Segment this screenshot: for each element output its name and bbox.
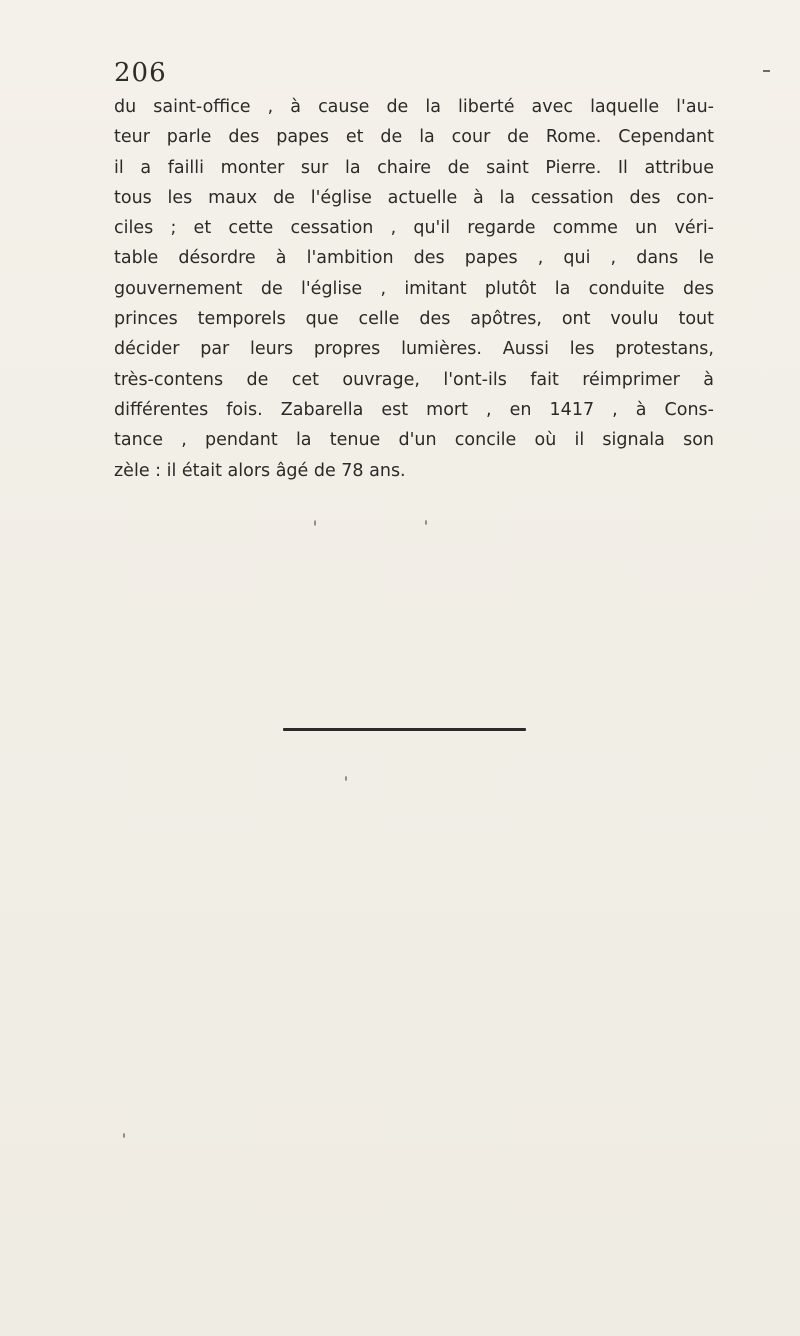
paper-speck xyxy=(425,520,427,525)
page-number: 206 xyxy=(114,58,167,88)
text-line: il a failli monter sur la chaire de saint Pierre. Il attribue xyxy=(114,157,714,178)
body-text xyxy=(114,92,714,486)
paper-speck xyxy=(345,776,347,781)
text-line: du saint-office , à cause de la liberté avec laquelle l'au- xyxy=(114,97,714,117)
text-line: table désordre à l'ambition des papes , qui , dans le xyxy=(114,248,714,269)
print-mark xyxy=(763,70,770,72)
paper-speck xyxy=(123,1133,125,1138)
text-line: zèle : il était alors âgé de 78 ans. xyxy=(114,460,406,481)
end-rule xyxy=(283,728,526,731)
text-line: décider par leurs propres lumières. Aussi les protestans, xyxy=(114,339,714,360)
text-line: teur parle des papes et de la cour de Rome. Cependant xyxy=(114,127,714,148)
text-line: gouvernement de l'église , imitant plutôt la conduite des xyxy=(114,278,714,299)
text-line: tance , pendant la tenue d'un concile où il signala son xyxy=(114,430,714,451)
text-line: tous les maux de l'église actuelle à la cessation des con- xyxy=(114,187,714,208)
paper-speck xyxy=(314,520,316,526)
text-line: princes temporels que celle des apôtres, ont voulu tout xyxy=(114,309,714,330)
text-line: très-contens de cet ouvrage, l'ont-ils fait réimprimer à xyxy=(114,369,714,390)
text-line: ciles ; et cette cessation , qu'il regarde comme un véri- xyxy=(114,218,714,239)
text-line: différentes fois. Zabarella est mort , en 1417 , à Cons- xyxy=(114,399,714,420)
